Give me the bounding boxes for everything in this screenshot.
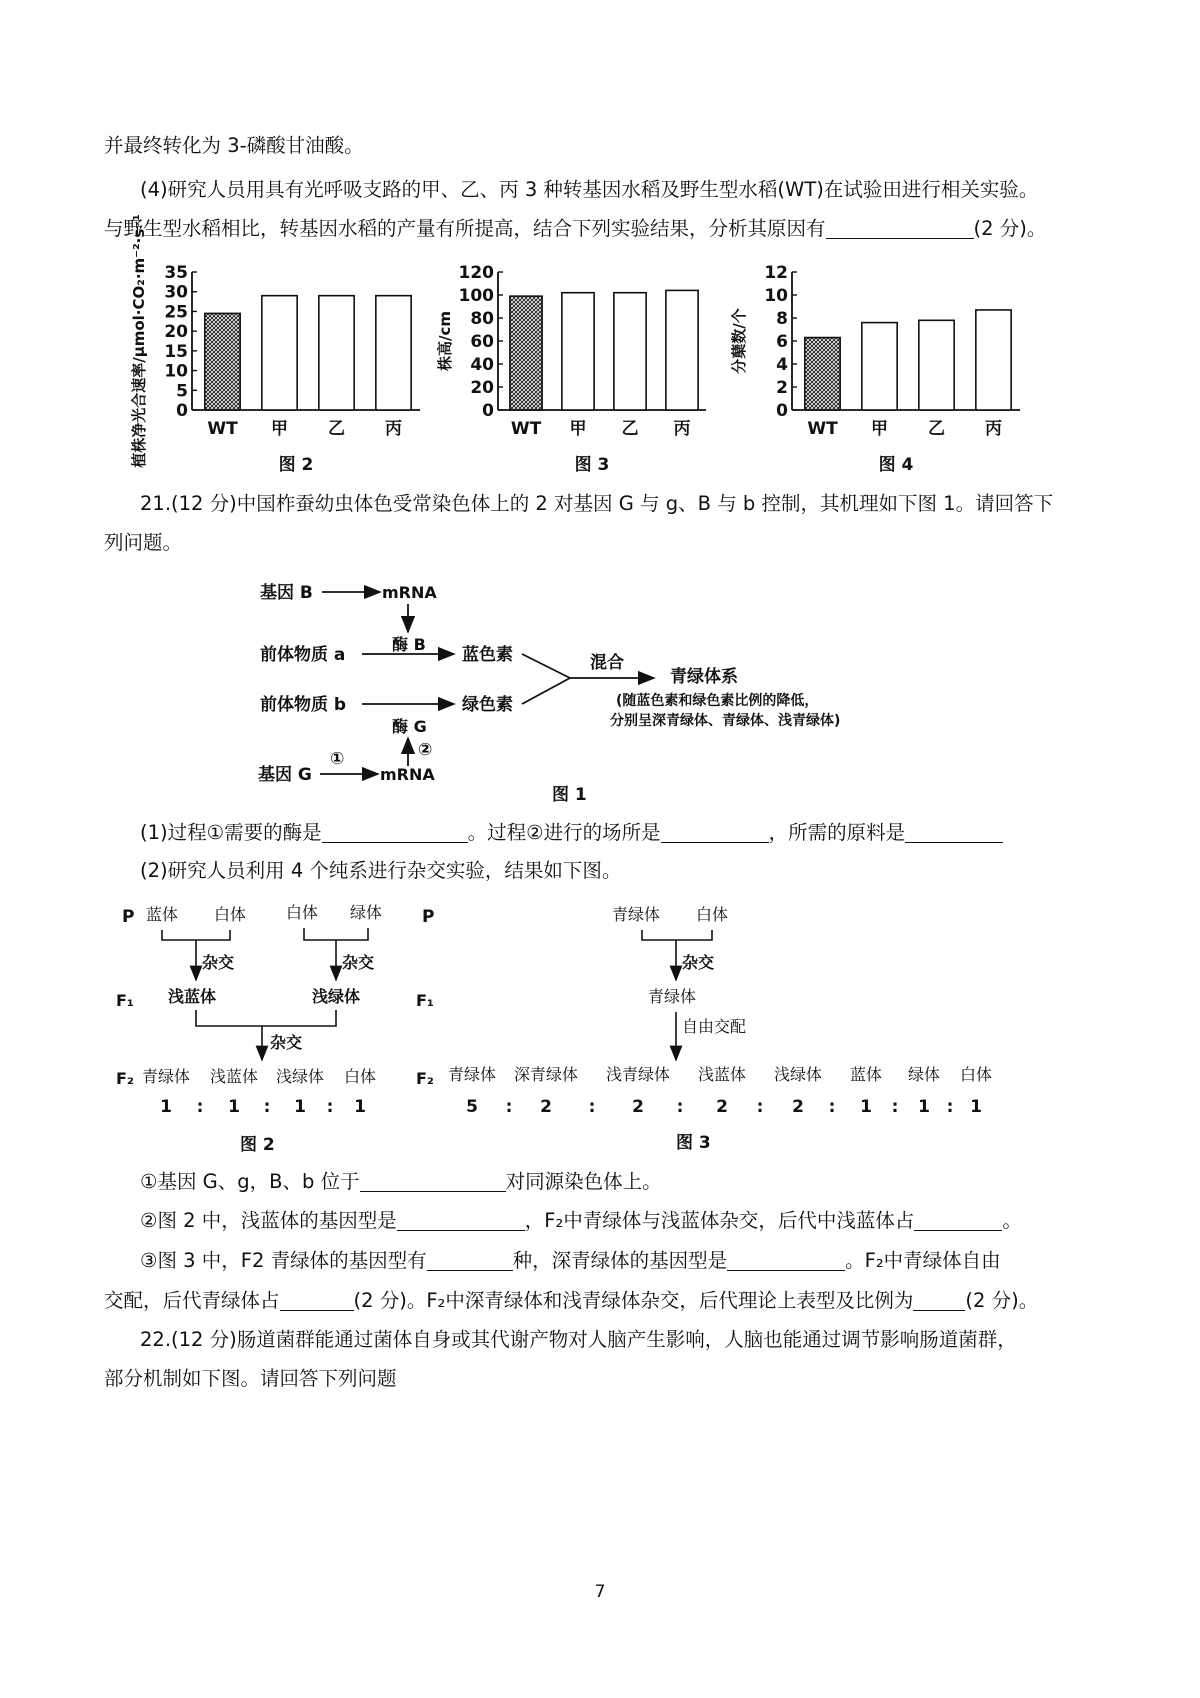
f2-item: 1 xyxy=(294,1097,306,1117)
bar-chart-fig2 xyxy=(112,214,432,478)
x-tick-label: WT xyxy=(510,419,542,439)
x-tick-label: WT xyxy=(807,419,838,439)
f2-item: 浅绿体 xyxy=(275,1067,325,1086)
figure-caption: 图 3 xyxy=(676,1133,711,1153)
f2-item: 5 xyxy=(466,1097,478,1117)
f2-item: 1 xyxy=(160,1097,172,1117)
parent-label: 白体 xyxy=(286,903,319,922)
cross-label: 杂交 xyxy=(682,953,715,972)
enzyme-b-label: 酶 B xyxy=(392,635,426,654)
generation-p: P xyxy=(122,907,135,927)
y-tick-label: 20 xyxy=(470,378,494,398)
answer-blank[interactable] xyxy=(322,820,468,843)
f2-item: : xyxy=(263,1097,271,1117)
y-tick-label: 2 xyxy=(776,378,788,398)
precursor-a-label: 前体物质 a xyxy=(260,645,346,665)
mrna-bottom-label: mRNA xyxy=(380,765,435,784)
f2-item: 青绿体 xyxy=(141,1067,191,1086)
merge-line xyxy=(522,654,570,678)
cross-bracket xyxy=(304,928,368,940)
y-tick-label: 8 xyxy=(776,309,788,329)
generation-f1: F₁ xyxy=(116,991,134,1010)
f2-item: 1 xyxy=(860,1097,872,1117)
y-tick-label: 0 xyxy=(776,401,788,421)
f2-item: : xyxy=(946,1097,954,1117)
f2-item: 深青绿体 xyxy=(513,1065,579,1084)
cross-diagram-fig3 xyxy=(416,898,1100,1158)
f2-item: : xyxy=(588,1097,596,1117)
f2-item: : xyxy=(891,1097,899,1117)
x-tick-label: 乙 xyxy=(328,419,345,439)
y-tick-label: 4 xyxy=(776,355,788,375)
f2-item: 2 xyxy=(540,1097,552,1117)
sub-question-2: ②图 2 中，浅蓝体的基因型是 ，F₂中青绿体与浅蓝体杂交，后代中浅蓝体占 。 xyxy=(140,1209,1022,1232)
answer-blank[interactable] xyxy=(661,820,769,843)
generation-p: P xyxy=(422,907,435,927)
bar xyxy=(805,338,840,410)
offspring-label: 青绿体 xyxy=(648,987,697,1006)
f2-item: 白体 xyxy=(959,1065,993,1084)
figure-caption: 图 1 xyxy=(552,785,587,805)
y-tick-label: 120 xyxy=(458,263,494,283)
f2-item: 浅蓝体 xyxy=(209,1067,259,1086)
y-axis-label: 株高/cm xyxy=(436,310,454,372)
x-tick-label: 丙 xyxy=(985,419,1002,439)
chart-title: 图 2 xyxy=(278,455,314,475)
cross-bracket xyxy=(162,930,230,940)
blue-pigment-label: 蓝色素 xyxy=(462,645,513,665)
answer-blank[interactable] xyxy=(727,1248,845,1271)
x-tick-label: WT xyxy=(207,419,238,439)
x-tick-label: 甲 xyxy=(271,419,288,439)
offspring-label: 浅绿体 xyxy=(312,987,361,1006)
y-tick-label: 6 xyxy=(776,332,788,352)
y-tick-label: 10 xyxy=(764,286,788,306)
note-line-1: (随蓝色素和绿色素比例的降低， xyxy=(616,693,819,709)
question-4-line-2: 与野生型水稻相比，转基因水稻的产量有所提高，结合下列实验结果，分析其原因有 (2 分)。 xyxy=(104,217,1047,240)
bar-chart-fig4 xyxy=(712,258,1032,478)
answer-blank[interactable] xyxy=(360,1169,506,1192)
answer-blank[interactable] xyxy=(913,1288,965,1311)
figure-caption: 图 2 xyxy=(240,1135,275,1155)
f2-item: : xyxy=(756,1097,764,1117)
answer-blank[interactable] xyxy=(397,1208,525,1231)
bar-chart-fig3 xyxy=(418,258,718,478)
f2-item: 1 xyxy=(354,1097,366,1117)
cross-bracket xyxy=(642,930,712,940)
chart-title: 图 4 xyxy=(878,455,914,475)
y-tick-label: 40 xyxy=(470,355,494,375)
cross-label: 杂交 xyxy=(342,953,375,972)
free-mating-label: 自由交配 xyxy=(682,1017,747,1036)
parent-label: 白体 xyxy=(214,905,247,924)
y-tick-label: 15 xyxy=(164,341,188,362)
answer-blank[interactable] xyxy=(280,1288,354,1311)
enzyme-g-label: 酶 G xyxy=(392,717,427,736)
question-21-1: (1)过程①需要的酶是 。过程②进行的场所是 ，所需的原料是 xyxy=(140,818,1003,848)
result-label: 青绿体系 xyxy=(670,667,738,687)
parent-label: 青绿体 xyxy=(612,905,661,924)
f2-item: 2 xyxy=(716,1097,728,1117)
x-tick-label: 丙 xyxy=(673,419,691,439)
question-21-2: (2)研究人员利用 4 个纯系进行杂交实验，结果如下图。 xyxy=(140,859,622,882)
y-tick-label: 0 xyxy=(176,401,188,421)
question-22-line-1: 22.(12 分)肠道菌群能通过菌体自身或其代谢产物对人脑产生影响，人脑也能通过调节影响肠道菌群， xyxy=(140,1328,1017,1351)
question-21-line-1: 21.(12 分)中国柞蚕幼虫体色受常染色体上的 2 对基因 G 与 g、B 与 b 控制，其机理如下图 1。请回答下 xyxy=(140,492,1054,515)
y-tick-label: 25 xyxy=(164,302,188,323)
y-tick-label: 100 xyxy=(458,286,494,306)
f2-ratio xyxy=(160,1097,366,1117)
f2-item: 2 xyxy=(632,1097,644,1117)
f2-item: 蓝体 xyxy=(849,1065,883,1084)
bar xyxy=(666,290,698,410)
y-axis-label: 分蘖数/个 xyxy=(730,308,748,374)
y-tick-label: 80 xyxy=(470,309,494,329)
f2-item: 1 xyxy=(918,1097,930,1117)
cross-label: 杂交 xyxy=(270,1033,303,1052)
f2-item: 绿体 xyxy=(907,1065,941,1084)
note-line-2: 分别呈深青绿体、青绿体、浅青绿体) xyxy=(610,713,841,729)
bar xyxy=(262,296,297,410)
f2-item: : xyxy=(676,1097,684,1117)
bar xyxy=(376,296,411,410)
step-2-label: ② xyxy=(418,740,433,760)
f2-item: : xyxy=(326,1097,334,1117)
bar xyxy=(919,320,954,410)
f2-phenotypes xyxy=(448,1065,992,1084)
f2-item: 浅青绿体 xyxy=(605,1065,671,1084)
answer-blank[interactable] xyxy=(914,1208,1002,1231)
x-tick-label: 丙 xyxy=(385,419,402,439)
step-1-label: ① xyxy=(330,749,345,769)
paragraph-line: 并最终转化为 3-磷酸甘油酸。 xyxy=(104,134,364,157)
f2-item: 浅绿体 xyxy=(773,1065,823,1084)
y-tick-label: 30 xyxy=(164,282,188,303)
answer-blank[interactable] xyxy=(826,216,974,239)
y-tick-label: 35 xyxy=(164,263,188,283)
pathway-diagram-fig1 xyxy=(240,570,880,810)
x-tick-label: 乙 xyxy=(928,419,945,439)
question-4-line-1: (4)研究人员用具有光呼吸支路的甲、乙、丙 3 种转基因水稻及野生型水稻(WT)在试验田进行相关实验。 xyxy=(140,178,1039,201)
f2-item: 青绿体 xyxy=(447,1065,497,1084)
f2-item: : xyxy=(828,1097,836,1117)
answer-blank[interactable] xyxy=(905,820,1003,843)
parent-label: 白体 xyxy=(696,905,729,924)
sub-question-3: ③图 3 中，F2 青绿体的基因型有 种，深青绿体的基因型是 。F₂中青绿体自由 xyxy=(140,1249,1001,1272)
cross-label: 杂交 xyxy=(202,953,235,972)
green-pigment-label: 绿色素 xyxy=(462,695,513,715)
question-21-line-2: 列问题。 xyxy=(104,531,183,554)
bar xyxy=(614,293,646,410)
y-tick-label: 0 xyxy=(482,401,494,421)
f2-item: 白体 xyxy=(343,1067,377,1086)
gene-g-label: 基因 G xyxy=(258,765,312,785)
f2-phenotypes xyxy=(142,1067,376,1086)
offspring-label: 浅蓝体 xyxy=(168,987,217,1006)
bar xyxy=(205,313,240,410)
generation-f2: F₂ xyxy=(116,1069,134,1088)
gene-b-label: 基因 B xyxy=(260,583,313,603)
generation-f1: F₁ xyxy=(416,991,434,1010)
generation-f2: F₂ xyxy=(416,1069,434,1088)
bar xyxy=(976,310,1011,410)
precursor-b-label: 前体物质 b xyxy=(260,695,347,715)
question-22-line-2: 部分机制如下图。请回答下列问题 xyxy=(104,1367,397,1390)
y-tick-label: 60 xyxy=(470,332,494,352)
parent-label: 绿体 xyxy=(350,903,383,922)
f2-item: 浅蓝体 xyxy=(697,1065,747,1084)
x-tick-label: 乙 xyxy=(621,419,639,439)
bar xyxy=(510,296,542,410)
x-tick-label: 甲 xyxy=(569,419,587,439)
y-tick-label: 5 xyxy=(176,381,188,402)
y-tick-label: 10 xyxy=(164,361,188,382)
answer-blank[interactable] xyxy=(427,1248,513,1271)
cross-bracket xyxy=(196,1010,336,1026)
f2-item: : xyxy=(505,1097,513,1117)
sub-question-3-cont: 交配，后代青绿体占 (2 分)。F₂中深青绿体和浅青绿体杂交，后代理论上表型及比例为 (2 分)。 xyxy=(104,1289,1039,1312)
f2-item: 1 xyxy=(228,1097,240,1117)
bar xyxy=(562,293,594,410)
parent-label: 蓝体 xyxy=(146,905,179,924)
x-tick-label: 甲 xyxy=(871,419,888,439)
f2-item: 2 xyxy=(792,1097,804,1117)
merge-line xyxy=(522,678,570,704)
mrna-top-label: mRNA xyxy=(382,583,437,602)
chart-title: 图 3 xyxy=(574,455,610,475)
f2-ratio xyxy=(466,1097,982,1117)
mix-label: 混合 xyxy=(590,653,624,673)
y-tick-label: 20 xyxy=(164,322,188,343)
f2-item: 1 xyxy=(970,1097,982,1117)
y-tick-label: 12 xyxy=(764,263,788,283)
page-number: 7 xyxy=(594,1582,606,1602)
y-axis-label: 植株净光合速率/μmol·CO₂·m⁻²·s⁻¹ xyxy=(130,214,148,468)
f2-item: : xyxy=(196,1097,204,1117)
sub-question-1: ①基因 G、g，B、b 位于 对同源染色体上。 xyxy=(140,1170,662,1193)
bar xyxy=(862,323,897,410)
cross-diagram-fig2 xyxy=(100,898,420,1158)
bar xyxy=(319,296,354,410)
